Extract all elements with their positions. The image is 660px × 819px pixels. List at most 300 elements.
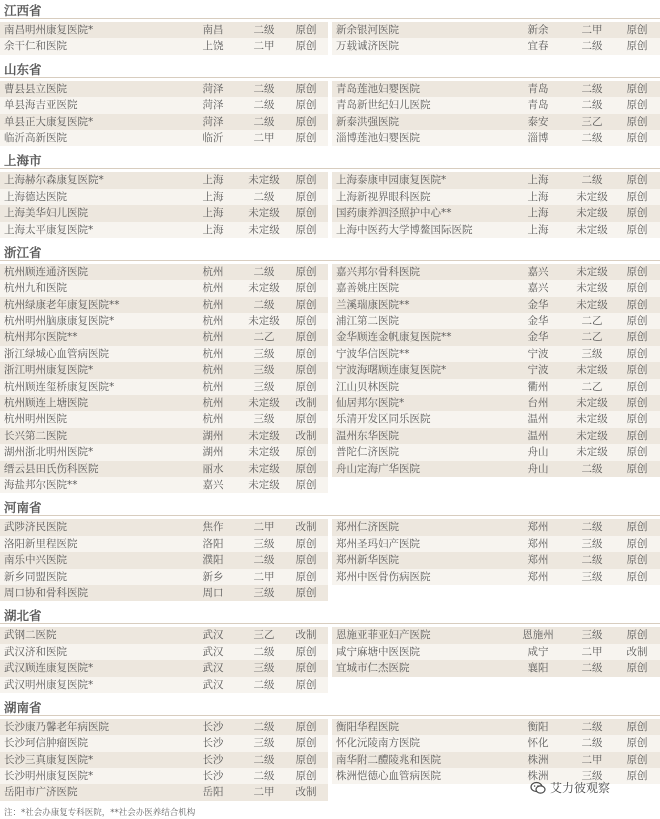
city-cell: 金华 [527,315,549,328]
origin-type-cell: 原创 [295,586,317,599]
origin-type-cell: 改制 [295,521,317,534]
table-row [0,264,660,280]
hospital-name-cell: 海盐邦尔医院** [4,478,78,491]
hospital-name-cell: 舟山定海广华医院 [336,462,420,475]
grade-cell: 三级 [253,413,275,426]
grade-cell: 二级 [253,554,275,567]
origin-type-cell: 原创 [295,770,317,783]
grade-cell: 二甲 [253,40,275,53]
grade-cell: 未定级 [248,282,280,295]
province-name: 湖南省 [4,699,42,715]
city-cell: 宁波 [527,364,549,377]
grade-cell: 未定级 [576,265,608,278]
table-row [0,411,660,427]
origin-type-cell: 原创 [295,446,317,459]
grade-cell: 三乙 [253,629,275,642]
hospital-name-cell: 临沂高新医院 [4,131,67,144]
origin-type-cell: 改制 [295,629,317,642]
province-divider [0,515,660,516]
empty-cell [332,677,660,693]
table-row [0,280,660,296]
city-cell: 杭州 [202,347,224,360]
city-cell: 嘉兴 [527,265,549,278]
grade-cell: 二乙 [253,331,275,344]
city-cell: 郑州 [527,537,549,550]
table-row [0,536,660,552]
city-cell: 杭州 [202,413,224,426]
hospital-name-cell: 嘉善姚庄医院 [336,282,399,295]
city-cell: 上饶 [202,40,224,53]
column-split [328,519,332,535]
hospital-name-cell: 衡阳华程医院 [336,720,399,733]
city-cell: 岳阳 [202,786,224,799]
grade-cell: 未定级 [248,446,280,459]
origin-type-cell: 原创 [626,207,648,220]
city-cell: 温州 [527,429,549,442]
grade-cell: 未定级 [576,397,608,410]
city-cell: 杭州 [202,315,224,328]
grade-cell: 二级 [581,554,603,567]
grade-cell: 二级 [253,99,275,112]
grade-cell: 二乙 [581,380,603,393]
grade-cell: 二级 [581,737,603,750]
origin-type-cell: 原创 [626,99,648,112]
city-cell: 衡阳 [527,720,549,733]
city-cell: 青岛 [527,82,549,95]
table-row [0,205,660,221]
hospital-name-cell: 南华附二醴陵兆和医院 [336,753,441,766]
table-row [0,461,660,477]
city-cell: 泰安 [527,115,549,128]
column-split [328,752,332,768]
origin-type-cell: 原创 [626,347,648,360]
grade-cell: 三级 [253,737,275,750]
grade-cell: 二级 [253,770,275,783]
origin-type-cell: 原创 [295,753,317,766]
province-name: 河南省 [4,500,42,516]
city-cell: 上海 [527,207,549,220]
hospital-name-cell: 浙江绿城心血管病医院 [4,347,109,360]
grade-cell: 三级 [253,537,275,550]
grade-cell: 未定级 [248,478,280,491]
column-split [328,444,332,460]
hospital-name-cell: 青岛莲池妇婴医院 [336,82,420,95]
table-row [0,313,660,329]
column-split [328,660,332,676]
hospital-name-cell: 杭州九和医院 [4,282,67,295]
city-cell: 杭州 [202,380,224,393]
table-row [0,627,660,643]
province-divider [0,168,660,169]
column-split [328,189,332,205]
origin-type-cell: 原创 [295,315,317,328]
grade-cell: 未定级 [576,446,608,459]
footnote: 注：*社会办康复专科医院，**社会办医养结合机构 [4,808,196,818]
city-cell: 长沙 [202,753,224,766]
table-row [0,569,660,585]
grade-cell: 未定级 [248,223,280,236]
hospital-name-cell: 杭州绿康老年康复医院** [4,298,120,311]
grade-cell: 未定级 [576,223,608,236]
grade-cell: 二级 [581,99,603,112]
province-name: 江西省 [4,3,42,18]
city-cell: 临沂 [202,131,224,144]
city-cell: 衢州 [527,380,549,393]
column-split [328,130,332,146]
city-cell: 杭州 [202,265,224,278]
watermark [530,779,610,796]
grade-cell: 二级 [253,265,275,278]
origin-type-cell: 原创 [626,570,648,583]
city-cell: 长沙 [202,720,224,733]
city-cell: 青岛 [527,99,549,112]
grade-cell: 三级 [581,570,603,583]
grade-cell: 二甲 [253,570,275,583]
city-cell: 新乡 [202,570,224,583]
column-split [328,97,332,113]
column-split [328,411,332,427]
city-cell: 杭州 [202,331,224,344]
city-cell: 洛阳 [202,537,224,550]
origin-type-cell: 原创 [626,462,648,475]
hospital-name-cell: 长沙珂信肿瘤医院 [4,737,88,750]
table-row [0,329,660,345]
city-cell: 菏泽 [202,115,224,128]
origin-type-cell: 原创 [295,737,317,750]
hospital-name-cell: 乐清开发区同乐医院 [336,413,431,426]
grade-cell: 三级 [253,662,275,675]
hospital-name-cell: 嘉兴邦尔骨科医院 [336,265,420,278]
table-row [0,172,660,188]
province-header [0,150,660,172]
table-row [0,97,660,113]
city-cell: 新余 [527,24,549,36]
origin-type-cell: 原创 [295,40,317,53]
province-header [0,605,660,627]
province-name: 山东省 [4,61,42,77]
origin-type-cell: 原创 [295,24,317,36]
province-divider [0,715,660,716]
hospital-name-cell: 岳阳市广济医院 [4,786,78,799]
column-split [328,627,332,643]
hospital-name-cell: 郑州仁济医院 [336,521,399,534]
city-cell: 宁波 [527,347,549,360]
origin-type-cell: 原创 [295,537,317,550]
origin-type-cell: 原创 [626,40,648,53]
grade-cell: 三级 [253,364,275,377]
grade-cell: 未定级 [248,397,280,410]
province-name: 湖北省 [4,608,42,624]
table-row [0,719,660,735]
city-cell: 湖州 [202,446,224,459]
hospital-name-cell: 杭州顾连通济医院 [4,265,88,278]
grade-cell: 二乙 [581,315,603,328]
origin-type-cell: 原创 [295,413,317,426]
table-row [0,660,660,676]
column-split [328,346,332,362]
column-split [328,379,332,395]
city-cell: 舟山 [527,462,549,475]
grade-cell: 二级 [581,662,603,675]
origin-type-cell: 原创 [295,380,317,393]
city-cell: 上海 [527,174,549,187]
city-cell: 菏泽 [202,99,224,112]
city-cell: 上海 [527,190,549,203]
city-cell: 淄博 [527,131,549,144]
city-cell: 杭州 [202,298,224,311]
table-row [0,222,660,238]
origin-type-cell: 原创 [626,298,648,311]
grade-cell: 二级 [581,720,603,733]
table-row [0,735,660,751]
city-cell: 杭州 [202,364,224,377]
grade-cell: 二乙 [581,331,603,344]
hospital-name-cell: 长沙明州康复医院* [4,770,94,783]
city-cell: 武汉 [202,645,224,658]
hospital-name-cell: 湖州浙北明州医院* [4,446,94,459]
empty-cell [332,585,660,601]
origin-type-cell: 原创 [295,462,317,475]
hospital-name-cell: 缙云县田氏伤科医院 [4,462,99,475]
hospital-name-cell: 武钢二医院 [4,629,57,642]
grade-cell: 二级 [253,82,275,95]
province-header [0,497,660,519]
origin-type-cell: 改制 [295,786,317,799]
province-header [0,59,660,81]
province-header [0,242,660,264]
hospital-name-cell: 万载诚济医院 [336,40,399,53]
hospital-name-cell: 上海新视界眼科医院 [336,190,431,203]
table-row [0,428,660,444]
city-cell: 嘉兴 [527,282,549,295]
column-split [328,461,332,477]
grade-cell: 三级 [253,380,275,393]
origin-type-cell: 原创 [626,737,648,750]
hospital-name-cell: 新余银河医院 [336,24,399,36]
column-split [328,172,332,188]
hospital-name-cell: 曹县县立医院 [4,82,67,95]
table-row [0,677,660,693]
hospital-name-cell: 浦江第二医院 [336,315,399,328]
origin-type-cell: 原创 [295,99,317,112]
origin-type-cell: 原创 [626,720,648,733]
origin-type-cell: 原创 [626,364,648,377]
city-cell: 上海 [202,190,224,203]
origin-type-cell: 原创 [626,521,648,534]
city-cell: 上海 [202,223,224,236]
grade-cell: 二级 [253,298,275,311]
origin-type-cell: 原创 [626,446,648,459]
origin-type-cell: 原创 [626,131,648,144]
origin-type-cell: 原创 [626,753,648,766]
column-split [328,477,332,493]
grade-cell: 三级 [581,537,603,550]
origin-type-cell: 改制 [295,429,317,442]
hospital-name-cell: 杭州明州脑康康复医院* [4,315,115,328]
table-row [0,444,660,460]
origin-type-cell: 原创 [626,174,648,187]
origin-type-cell: 原创 [295,265,317,278]
column-split [328,552,332,568]
city-cell: 焦作 [202,521,224,534]
table-row [0,189,660,205]
hospital-name-cell: 怀化沅陵南方医院 [336,737,420,750]
grade-cell: 未定级 [576,282,608,295]
grade-cell: 未定级 [248,429,280,442]
city-cell: 长沙 [202,770,224,783]
city-cell: 金华 [527,298,549,311]
column-split [328,114,332,130]
grade-cell: 未定级 [576,190,608,203]
origin-type-cell: 原创 [626,190,648,203]
hospital-name-cell: 咸宁麻塘中医医院 [336,645,420,658]
hospital-name-cell: 宜城市仁杰医院 [336,662,410,675]
hospital-name-cell: 杭州顾连玺桥康复医院* [4,380,115,393]
hospital-name-cell: 周口协和骨科医院 [4,586,88,599]
hospital-name-cell: 武陟济民医院 [4,521,67,534]
hospital-name-cell: 杭州明州医院 [4,413,67,426]
hospital-name-cell: 长沙康乃馨老年病医院 [4,720,109,733]
grade-cell: 未定级 [576,207,608,220]
column-split [328,205,332,221]
city-cell: 嘉兴 [202,478,224,491]
hospital-name-cell: 上海太平康复医院* [4,223,94,236]
hospital-name-cell: 洛阳新里程医院 [4,537,78,550]
column-split [328,313,332,329]
wechat-bubble-icon [530,781,546,795]
province-name: 浙江省 [4,244,42,260]
watermark-text: 艾力彼观察 [550,781,611,795]
column-split [328,677,332,693]
column-split [328,395,332,411]
city-cell: 恩施州 [522,629,554,642]
city-cell: 长沙 [202,737,224,750]
origin-type-cell: 原创 [626,629,648,642]
grade-cell: 二级 [581,82,603,95]
table-row [0,552,660,568]
origin-type-cell: 改制 [626,645,648,658]
hospital-name-cell: 青岛新世纪妇儿医院 [336,99,431,112]
city-cell: 舟山 [527,446,549,459]
grade-cell: 二级 [253,190,275,203]
origin-type-cell: 原创 [626,315,648,328]
grade-cell: 二甲 [581,24,603,36]
city-cell: 株洲 [527,753,549,766]
column-split [328,784,332,800]
origin-type-cell: 原创 [295,570,317,583]
city-cell: 上海 [527,223,549,236]
province-divider [0,77,660,78]
column-split [328,362,332,378]
hospital-name-cell: 武汉顾连康复医院* [4,662,94,675]
column-split [328,81,332,97]
section-gap [0,801,660,805]
grade-cell: 未定级 [248,462,280,475]
origin-type-cell: 原创 [295,554,317,567]
table-row [0,81,660,97]
city-cell: 咸宁 [527,645,549,658]
table-row [0,346,660,362]
city-cell: 怀化 [527,737,549,750]
hospital-name-cell: 单县海吉亚医院 [4,99,78,112]
origin-type-cell: 原创 [626,24,648,36]
grade-cell: 三级 [581,629,603,642]
hospital-name-cell: 上海赫尔森康复医院* [4,174,104,187]
grade-cell: 未定级 [576,298,608,311]
hospital-name-cell: 宁波海曙顾连康复医院* [336,364,447,377]
hospital-name-cell: 浙江明州康复医院* [4,364,94,377]
grade-cell: 三级 [253,586,275,599]
table-row [0,22,660,38]
grade-cell: 三级 [253,347,275,360]
origin-type-cell: 原创 [626,282,648,295]
origin-type-cell: 原创 [626,223,648,236]
grade-cell: 二级 [581,521,603,534]
hospital-name-cell: 南昌明州康复医院* [4,24,94,36]
origin-type-cell: 原创 [295,331,317,344]
province-name: 上海市 [4,153,42,169]
hospital-name-cell: 宁波华信医院** [336,347,410,360]
grade-cell: 二级 [581,131,603,144]
hospital-name-cell: 温州东华医院 [336,429,399,442]
origin-type-cell: 原创 [295,115,317,128]
grade-cell: 二级 [253,24,275,36]
city-cell: 濮阳 [202,554,224,567]
origin-type-cell: 原创 [295,207,317,220]
city-cell: 郑州 [527,570,549,583]
city-cell: 金华 [527,331,549,344]
grade-cell: 二级 [581,462,603,475]
city-cell: 杭州 [202,282,224,295]
table-row [0,38,660,54]
hospital-name-cell: 南乐中兴医院 [4,554,67,567]
column-split [328,38,332,54]
grade-cell: 二级 [253,645,275,658]
hospital-name-cell: 上海德达医院 [4,190,67,203]
origin-type-cell: 原创 [295,478,317,491]
column-split [328,536,332,552]
origin-type-cell: 原创 [626,554,648,567]
column-split [328,569,332,585]
column-split [328,264,332,280]
city-cell: 台州 [527,397,549,410]
hospital-name-cell: 上海泰康申园康复医院* [336,174,447,187]
grade-cell: 未定级 [248,174,280,187]
origin-type-cell: 原创 [295,282,317,295]
origin-type-cell: 原创 [626,429,648,442]
column-split [328,297,332,313]
hospital-name-cell: 淄博莲池妇婴医院 [336,131,420,144]
table-row [0,395,660,411]
city-cell: 宜春 [527,40,549,53]
hospital-name-cell: 武汉明州康复医院* [4,678,94,691]
city-cell: 南昌 [202,24,224,36]
origin-type-cell: 原创 [626,380,648,393]
grade-cell: 二甲 [581,645,603,658]
grade-cell: 二甲 [253,131,275,144]
hospital-name-cell: 长沙三真康复医院* [4,753,94,766]
province-header [0,0,660,22]
grade-cell: 未定级 [248,207,280,220]
grade-cell: 二级 [581,174,603,187]
city-cell: 株洲 [527,770,549,783]
column-split [328,719,332,735]
hospital-name-cell: 上海美华妇儿医院 [4,207,88,220]
column-split [328,428,332,444]
grade-cell: 二甲 [581,753,603,766]
hospital-name-cell: 余干仁和医院 [4,40,67,53]
origin-type-cell: 原创 [295,190,317,203]
